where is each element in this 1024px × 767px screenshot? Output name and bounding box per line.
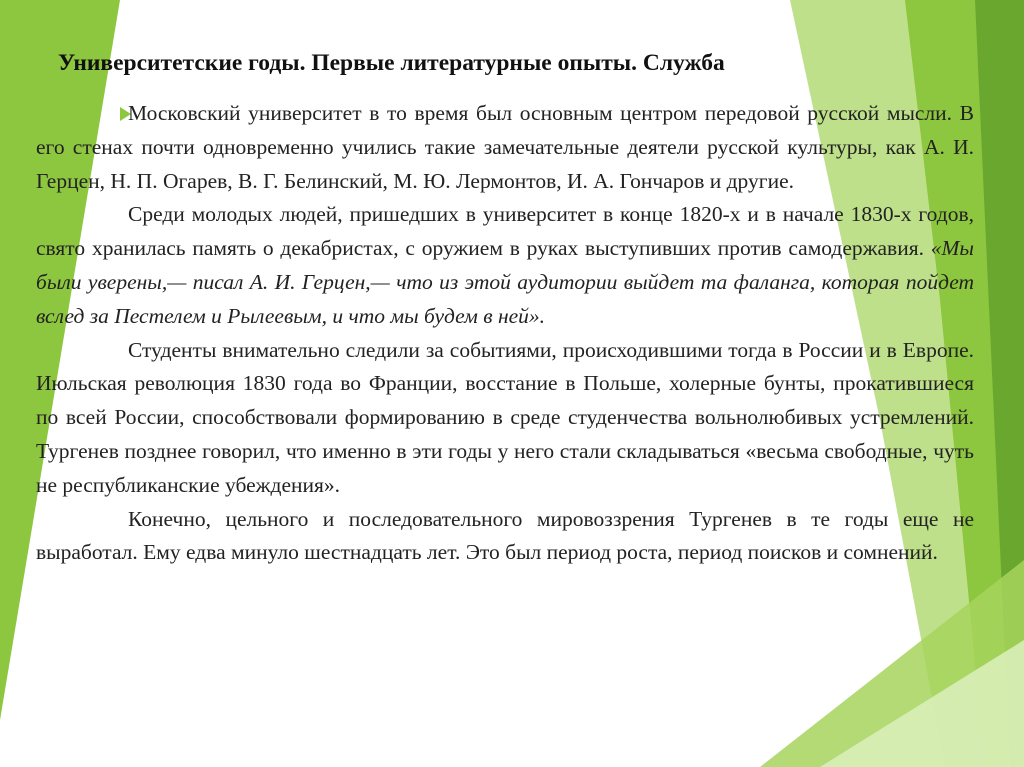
slide-body bbox=[36, 97, 974, 570]
paragraph-2 bbox=[36, 198, 974, 333]
paragraph-2-text: Среди молодых людей, пришедших в университет в конце 1820-х и в начале 1830-х годов, свято хранилась память о декабристах, с оружием в руках выступивших против самодержавия. bbox=[36, 202, 974, 261]
paragraph-4: Конечно, цельного и последовательного мировоззрения Тургенев в те годы еще не выработал. Ему едва минуло шестнадцать лет. Это был период роста, период поисков и сомнений. bbox=[36, 506, 974, 565]
herzen-quote: «Мы были уверены,— писал А. И. Герцен,— что из этой аудитории выйдет та фаланга, которая пойдет вслед за Пестелем и Рылеевым, и что мы будем в ней». bbox=[36, 236, 974, 328]
paragraph-3: Студенты внимательно следили за событиями, происходившими тогда в России и в Европе. Июльская революция 1830 года во Франции, восстание в Польше, холерные бунты, прокатившиеся по всей России, способствовали формированию в среде студенчества вольнолюбивых устремлений. Тургенев позднее говорил, что именно в эти годы у него стали складываться «весьма свободные, чуть не республиканские убеждения». bbox=[36, 337, 974, 497]
paragraph-1: Московский университет в то время был основным центром передовой русской мысли. В его стенах почти одновременно учились такие замечательные деятели русской культуры, как А. И. Герцен, Н. П. Огарев, В. Г. Белинский, М. Ю. Лермонтов, И. А. Гончаров и другие. bbox=[36, 101, 974, 193]
title-bullet-marker bbox=[42, 61, 53, 75]
slide-title: Университетские годы. Первые литературные опыты. Служба bbox=[58, 50, 725, 76]
